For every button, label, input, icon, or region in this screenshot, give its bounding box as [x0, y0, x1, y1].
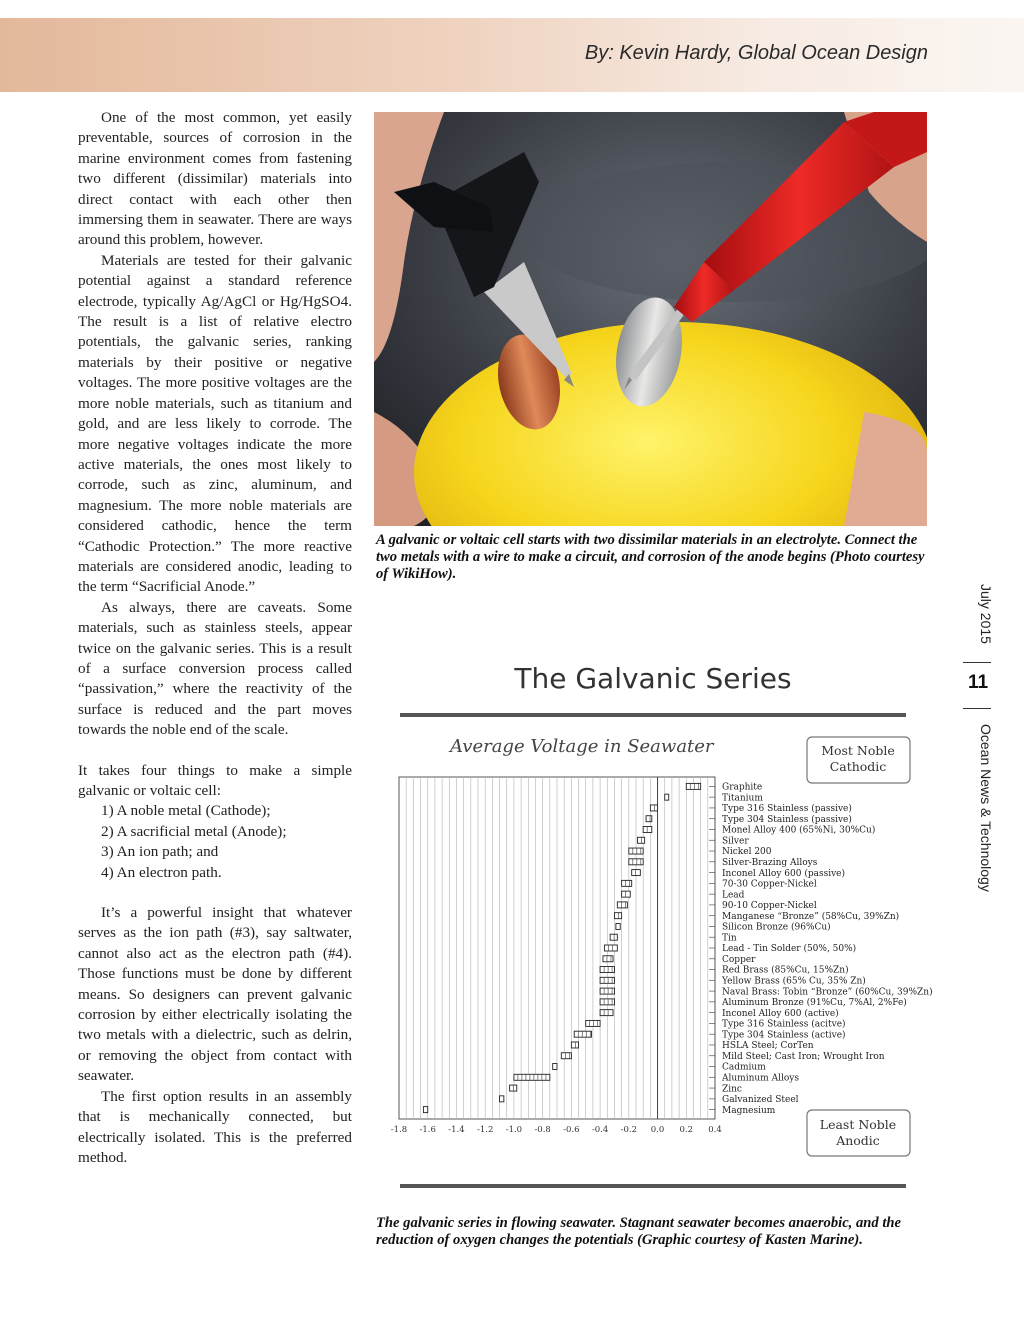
x-tick-label: 0.2	[679, 1125, 694, 1135]
x-tick-label: -0.4	[591, 1125, 609, 1135]
material-label: Lead - Tin Solder (50%, 50%)	[722, 944, 857, 955]
top-rule	[400, 713, 906, 717]
material-label: Yellow Brass (65% Cu, 35% Zn)	[722, 976, 866, 987]
x-tick-label: 0.4	[708, 1125, 722, 1135]
galvanic-series-svg	[374, 650, 934, 1205]
x-tick-label: -1.4	[448, 1125, 465, 1135]
photo-illustration	[374, 112, 927, 526]
x-tick-label: -1.2	[476, 1125, 494, 1135]
least-noble-label: Least Noble	[819, 1117, 897, 1132]
x-tick-labels	[391, 1125, 722, 1135]
paragraph-6: The first option results in an assembly that is mechanically connected, but electrically isolated. This is the preferred method.	[78, 1087, 352, 1166]
material-label: Inconel Alloy 600 (active)	[722, 1008, 839, 1019]
article-body	[78, 108, 352, 1168]
bar-box	[500, 1096, 504, 1102]
bar-box	[571, 1042, 578, 1048]
material-label: Silicon Bronze (96%Cu)	[722, 922, 831, 933]
material-label: Tin	[722, 933, 737, 944]
material-label: Type 316 Stainless (acitve)	[722, 1019, 846, 1030]
x-tick-label: 0.0	[650, 1125, 665, 1135]
bar-box	[643, 826, 652, 832]
bar-box	[514, 1074, 550, 1080]
bar-box	[650, 805, 657, 811]
x-tick-label: -0.8	[534, 1125, 551, 1135]
material-label: Inconel Alloy 600 (passive)	[722, 868, 846, 879]
noble-label: Most Noble	[821, 743, 895, 758]
bar-box	[622, 891, 631, 897]
material-label: Type 316 Stainless (passive)	[722, 804, 852, 815]
material-label: Aluminum Alloys	[722, 1073, 799, 1084]
bar-box	[614, 913, 621, 919]
material-label: Galvanized Steel	[722, 1095, 799, 1106]
active-box	[807, 1110, 910, 1156]
x-tick-label: -0.2	[620, 1125, 638, 1135]
list-item: 4) An electron path.	[101, 863, 222, 881]
material-label: Type 304 Stainless (passive)	[722, 814, 852, 825]
bar-box	[553, 1064, 557, 1070]
sidebar-rule-top	[963, 662, 991, 663]
cathodic-label: Cathodic	[829, 759, 887, 774]
chart-subtitle: Average Voltage in Seawater	[450, 736, 714, 757]
material-label: Zinc	[722, 1084, 742, 1095]
material-label: Manganese “Bronze” (58%Cu, 39%Zn)	[722, 911, 900, 922]
material-label: 90-10 Copper-Nickel	[722, 901, 817, 912]
material-label: Naval Brass: Tobin “Bronze” (60%Cu, 39%Zn)	[722, 987, 933, 998]
anodic-label: Anodic	[836, 1133, 880, 1148]
figure-caption: The galvanic series in flowing seawater. Stagnant seawater becomes anaerobic, and the reduction of oxygen changes the potentials (Graphic courtesy of Kasten Marine).	[376, 1215, 901, 1248]
material-label: Cadmium	[722, 1062, 766, 1073]
bar-box	[665, 794, 669, 800]
material-label: Titanium	[722, 793, 763, 804]
bar-box	[637, 837, 644, 843]
material-label: Silver	[722, 836, 749, 847]
material-label: Mild Steel; Cast Iron; Wrought Iron	[722, 1051, 885, 1062]
paragraph-4: It takes four things to make a simple galvanic or voltaic cell:	[78, 761, 352, 799]
chart-title: The Galvanic Series	[514, 662, 792, 695]
bar-box	[622, 880, 632, 886]
photo-caption: A galvanic or voltaic cell starts with two dissimilar materials in an electrolyte. Connect the two metals with a wire to make a circuit, and corrosion of the anode begins (Photo courtesy of WikiHow).	[376, 532, 925, 582]
x-tick-label: -1.6	[419, 1125, 436, 1135]
bar-box	[604, 945, 617, 951]
bar-box	[561, 1053, 571, 1059]
bar-box	[510, 1085, 517, 1091]
paragraph-1: One of the most common, yet easily preventable, sources of corrosion in the marine environment comes from fastening two different (dissimilar) materials into direct contact with each other then immersing them in seawater. There are ways around this problem, however.	[78, 109, 352, 249]
material-label: 70-30 Copper-Nickel	[722, 879, 817, 890]
bar-box	[423, 1107, 427, 1113]
material-label: Monel Alloy 400 (65%Ni, 30%Cu)	[722, 825, 876, 836]
byline: By: Kevin Hardy, Global Ocean Design	[584, 42, 928, 64]
list-item: 3) An ion path; and	[101, 843, 219, 861]
bar-box	[632, 870, 641, 876]
material-labels	[721, 783, 933, 1116]
sidebar-rule-bottom	[963, 708, 991, 709]
bar-box	[603, 956, 613, 962]
material-label: Lead	[722, 890, 745, 901]
page-number: 11	[967, 672, 989, 693]
bar-box	[610, 934, 617, 940]
material-label: HSLA Steel; CorTen	[722, 1041, 814, 1052]
issue-date: July 2015	[978, 584, 994, 644]
paragraph-3: As always, there are caveats. Some materials, such as stainless steels, appear twice on the galvanic series. This is a result of a surface conversion process called “passivation,” where the reactivity of the surface is reduced and the part moves towards the noble end of the scale.	[78, 598, 352, 739]
material-label: Type 304 Stainless (active)	[722, 1030, 846, 1041]
material-label: Copper	[722, 954, 756, 965]
noble-box	[807, 737, 910, 783]
x-tick-label: -1.0	[505, 1125, 523, 1135]
material-label: Nickel 200	[722, 847, 772, 858]
list-item: 1) A noble metal (Cathode);	[101, 802, 271, 820]
paragraph-2: Materials are tested for their galvanic potential against a standard reference electrode, typically Ag/AgCl or Hg/HgSO4. The result is a list of relative electro potentials, the galvanic series, ranking materials by their positive or negative voltages. The more positive voltages are the more noble materials, such as titanium and gold, and are less likely to corrode. The more negative voltages indicate the more active materials, the ones most likely to corrode, such as zinc, aluminum, and magnesium. The more noble materials are considered cathodic, hence the term “Cathodic Protection.” The more reactive materials are considered anodic, leading to the term “Sacrificial Anode.”	[78, 251, 352, 596]
material-label: Aluminum Bronze (91%Cu, 7%Al, 2%Fe)	[722, 998, 907, 1009]
publication-name: Ocean News & Technology	[978, 724, 994, 892]
material-label: Magnesium	[722, 1105, 776, 1116]
galvanic-cell-photo	[374, 112, 927, 526]
bar-box	[574, 1031, 591, 1037]
bar-box	[600, 1010, 613, 1016]
bar-box	[616, 923, 620, 929]
galvanic-series-chart	[374, 650, 934, 1205]
x-tick-label: -1.8	[390, 1125, 408, 1135]
paragraph-5: It’s a powerful insight that whatever serves as the ion path (#3), say saltwater, cannot also act as the electron path (#4). Those functions must be done by different means. So designers can prevent galvanic corrosion by either electrically isolating the two metals with a dielectric, such as delrin, or removing the object from contact with seawater.	[78, 904, 352, 1085]
bar-box	[646, 816, 652, 822]
x-tick-label: -0.6	[563, 1125, 580, 1135]
material-label: Silver-Brazing Alloys	[722, 858, 818, 869]
bar-box	[617, 902, 627, 908]
material-label: Graphite	[722, 782, 763, 793]
list-item: 2) A sacrificial metal (Anode);	[101, 822, 287, 840]
bottom-rule	[400, 1184, 906, 1188]
material-label: Red Brass (85%Cu, 15%Zn)	[722, 965, 849, 976]
